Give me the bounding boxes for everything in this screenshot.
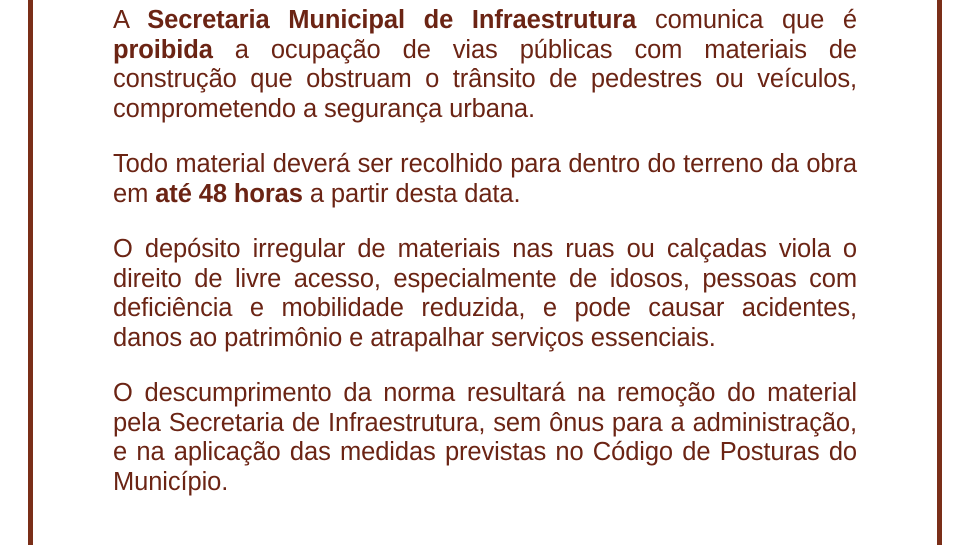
paragraph-2 — [113, 150, 857, 209]
body-text: A — [113, 6, 148, 34]
document-body — [113, 0, 857, 497]
body-text: O descumprimento da norma resultará na remoção do material pela Secretaria de Infraestrutura, sem ônus para a administração, e na aplicação das medidas previstas no Código de Posturas do Município. — [113, 379, 857, 496]
body-text: O depósito irregular de materiais nas ruas ou calçadas viola o direito de livre acesso, especialmente de idosos, pessoas com deficiência e mobilidade reduzida, e pode causar acidentes, danos ao patrimônio e atrapalhar serviços essenciais. — [113, 235, 857, 352]
paragraph-3 — [113, 235, 857, 353]
emphasis-text: até 48 horas — [155, 179, 303, 208]
body-text: comunica que é — [636, 6, 857, 34]
paragraph-spacer-3 — [113, 353, 857, 379]
emphasis-text: proibida — [113, 35, 213, 64]
body-text: Todo material deverá ser recolhido para dentro do terreno da obra em — [113, 150, 857, 208]
right-border-rule — [937, 0, 942, 545]
emphasis-text: Secretaria Municipal de Infraestrutura — [147, 6, 637, 34]
paragraph-spacer-1 — [113, 124, 857, 150]
paragraph-1 — [113, 6, 857, 124]
paragraph-4 — [113, 379, 857, 497]
paragraph-spacer-2 — [113, 209, 857, 235]
left-border-rule — [28, 0, 33, 545]
body-text: a partir desta data. — [302, 179, 521, 208]
body-text: a ocupação de vias públicas com materiais de construção que obstruam o trânsito de pedestres ou veículos, comprometendo a segurança urbana. — [113, 35, 857, 123]
